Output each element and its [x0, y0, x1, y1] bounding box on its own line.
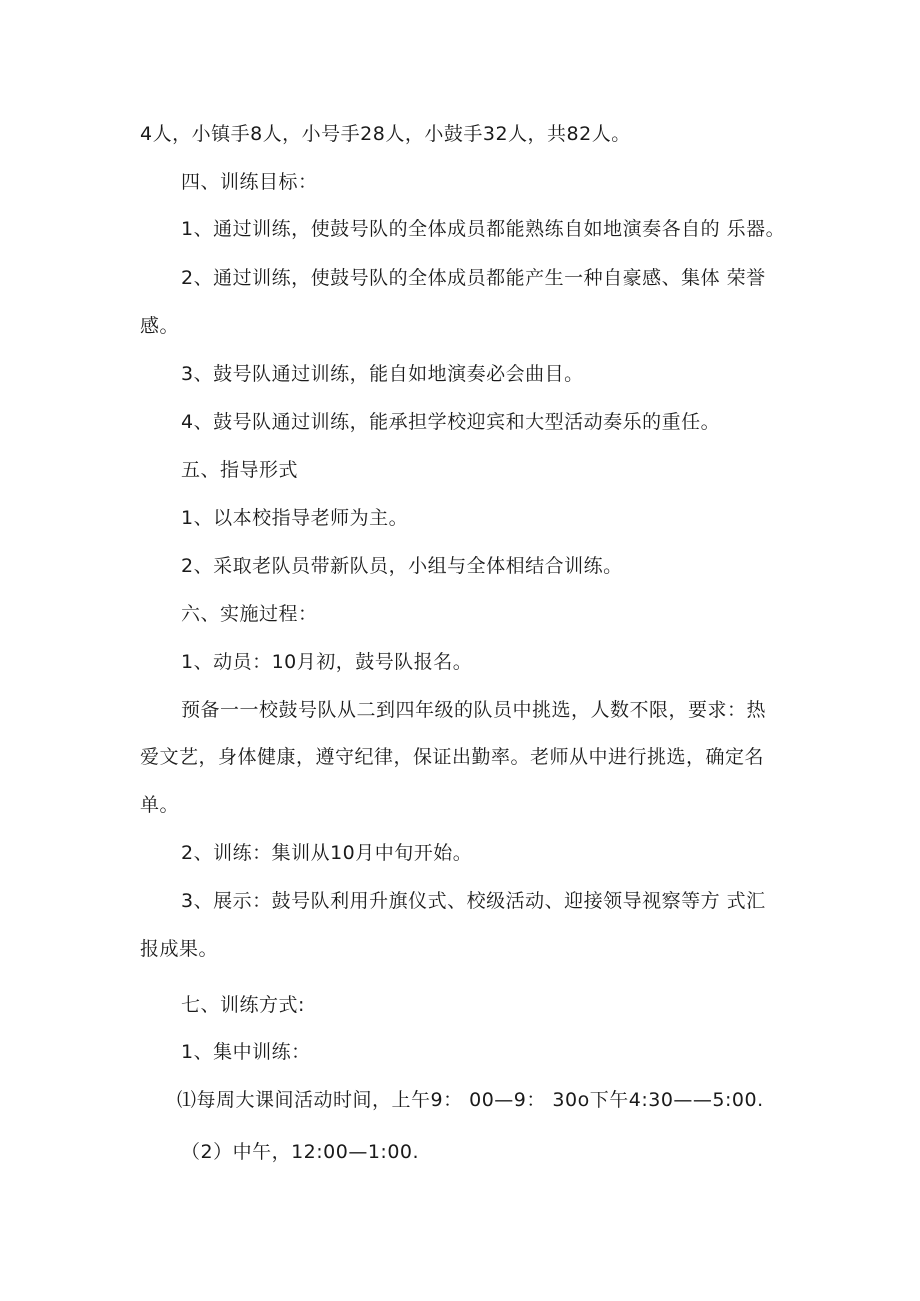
list-item: 1、以本校指导老师为主。 [181, 507, 409, 529]
list-item: 1、集中训练： [181, 1041, 311, 1063]
list-item: 2、采取老队员带新队员，小组与全体相结合训练。 [181, 555, 623, 577]
list-item: 1、通过训练，使鼓号队的全体成员都能熟练自如地演奏各自的 乐器。 [181, 218, 786, 240]
text-line: 报成果。 [140, 938, 219, 960]
list-item: 4、鼓号队通过训练，能承担学校迎宾和大型活动奏乐的重任。 [181, 411, 721, 433]
paragraph-line: 单。 [140, 794, 180, 816]
list-item: 3、展示：鼓号队利用升旗仪式、校级活动、迎接领导视察等方 式汇 [181, 890, 766, 912]
list-item: 1、动员：10月初，鼓号队报名。 [181, 651, 473, 673]
list-item: 2、通过训练，使鼓号队的全体成员都能产生一种自豪感、集体 荣誉 [181, 267, 766, 289]
section-heading-training-goals: 四、训练目标： [181, 171, 318, 193]
paragraph-line: 预备一一校鼓号队从二到四年级的队员中挑选，人数不限，要求：热 [181, 699, 767, 721]
paragraph-line: 爱文艺，身体健康，遵守纪律，保证出勤率。老师从中进行挑选，确定名 [140, 746, 765, 768]
list-item: 3、鼓号队通过训练，能自如地演奏必会曲目。 [181, 363, 584, 385]
section-heading-guidance-form: 五、指导形式 [181, 459, 299, 481]
section-heading-training-method: 七、训练方式: [181, 994, 305, 1016]
list-item: （2）中午，12:00—1:00. [181, 1141, 420, 1163]
list-item: 2、训练：集训从10月中旬开始。 [181, 842, 473, 864]
text-line: 4人，小镇手8人，小号手28人，小鼓手32人，共82人。 [140, 123, 631, 145]
text-line: 感。 [140, 315, 180, 337]
section-heading-implementation: 六、实施过程： [181, 603, 318, 625]
list-item: ⑴每周大课间活动时间，上午9： 00—9： 30o下午4:30——5:00. [177, 1089, 764, 1111]
